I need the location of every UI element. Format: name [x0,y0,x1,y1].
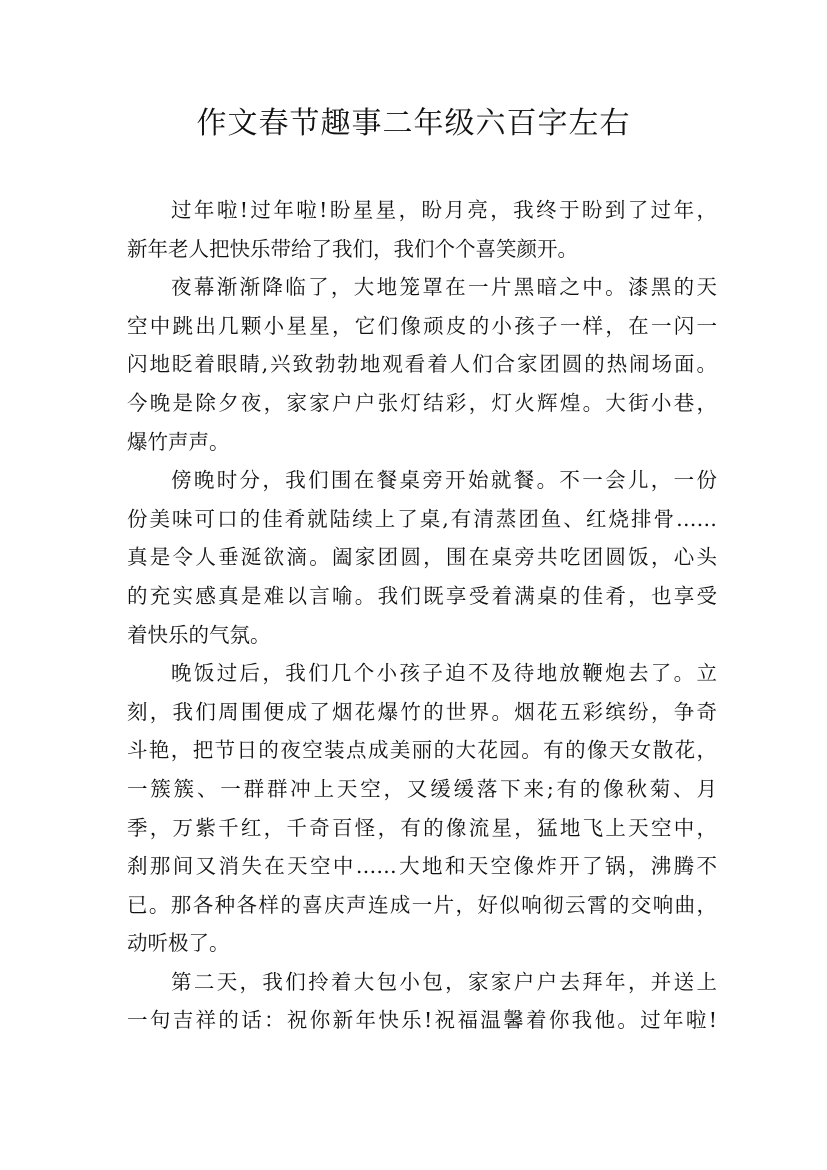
text-line: 今晚是除夕夜，家家户户张灯结彩，灯火辉煌。大街小巷， [127,390,717,415]
text-line: 斗艳，把节日的夜空装点成美丽的大花园。有的像天女散花， [127,738,717,763]
text-line: 动听极了。 [127,931,230,956]
text-line: 爆竹声声。 [127,429,230,454]
text-line: 夜幕渐渐降临了，大地笼罩在一片黑暗之中。漆黑的天 [171,275,717,300]
text-line: 过年啦!过年啦!盼星星，盼月亮，我终于盼到了过年， [171,198,717,222]
text-line: 闪地眨着眼睛,兴致勃勃地观看着人们合家团圆的热闹场面。 [127,352,717,377]
text-line: 刹那间又消失在天空中……大地和天空像炸开了锅，沸腾不 [127,854,717,879]
text-line: 一句吉祥的话：祝你新年快乐!祝福温馨着你我他。过年啦! [127,1008,717,1033]
text-line: 份美味可口的佳肴就陆续上了桌,有清蒸团鱼、红烧排骨…… [127,506,717,531]
text-line: 着快乐的气氛。 [127,622,271,647]
text-line: 的充实感真是难以言喻。我们既享受着满桌的佳肴，也享受 [127,583,717,608]
text-line: 已。那各种各样的喜庆声连成一片，好似响彻云霄的交响曲， [127,892,717,917]
text-line: 真是令人垂涎欲滴。阖家团圆，围在桌旁共吃团圆饭，心头 [127,545,717,570]
text-line: 傍晚时分，我们围在餐桌旁开始就餐。不一会儿，一份 [171,468,717,493]
text-line: 季，万紫千红，千奇百怪，有的像流星，猛地飞上天空中， [127,815,717,840]
document-body [127,191,717,1040]
text-line: 空中跳出几颗小星星，它们像顽皮的小孩子一样，在一闪一 [127,313,717,338]
text-line: 晚饭过后，我们几个小孩子迫不及待地放鞭炮去了。立 [171,661,717,686]
text-line: 第二天，我们拎着大包小包，家家户户去拜年，并送上 [171,969,717,994]
document-title: 作文春节趣事二年级六百字左右 [196,106,631,141]
text-line: 刻，我们周围便成了烟花爆竹的世界。烟花五彩缤纷，争奇 [127,699,717,724]
text-line: 新年老人把快乐带给了我们，我们个个喜笑颜开。 [127,236,578,261]
text-line: 一簇簇、一群群冲上天空，又缓缓落下来;有的像秋菊、月 [127,776,717,801]
